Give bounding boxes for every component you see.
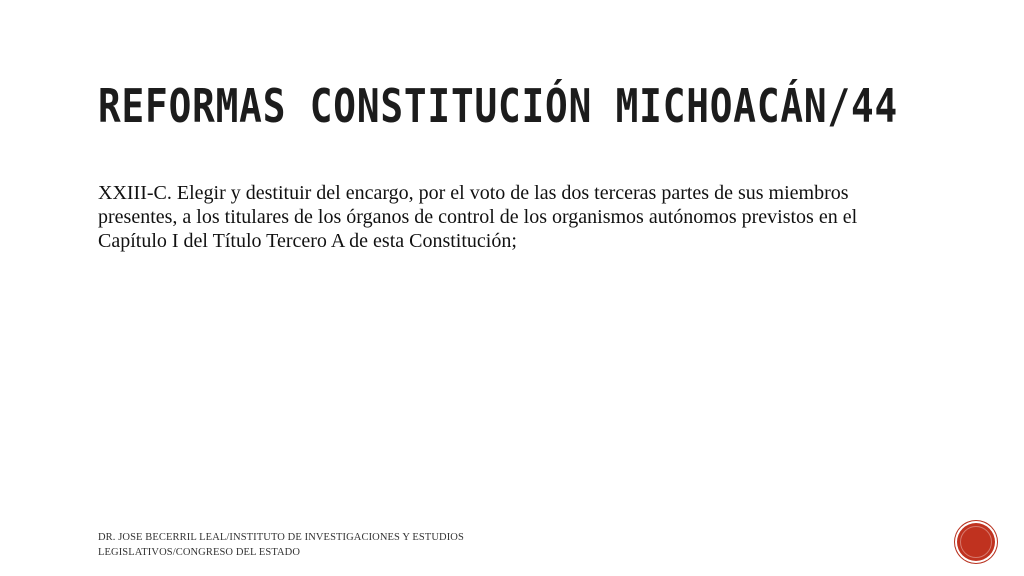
badge-ring <box>960 526 992 558</box>
slide-title: REFORMAS CONSTITUCIÓN MICHOACÁN/44 <box>98 79 898 133</box>
slide-footer: DR. JOSE BECERRIL LEAL/INSTITUTO DE INVESTIGACIONES Y ESTUDIOS LEGISLATIVOS/CONGRESO DEL ESTADO <box>98 532 464 558</box>
slide-number-badge <box>957 523 995 561</box>
slide-body-text: XXIII-C. Elegir y destituir del encargo, por el voto de las dos terceras partes de sus miembros presentes, a los titulares de los órganos de control de los organismos autónomos previstos en el Capítulo I del Título Tercero A de esta Constitución; <box>98 182 858 252</box>
